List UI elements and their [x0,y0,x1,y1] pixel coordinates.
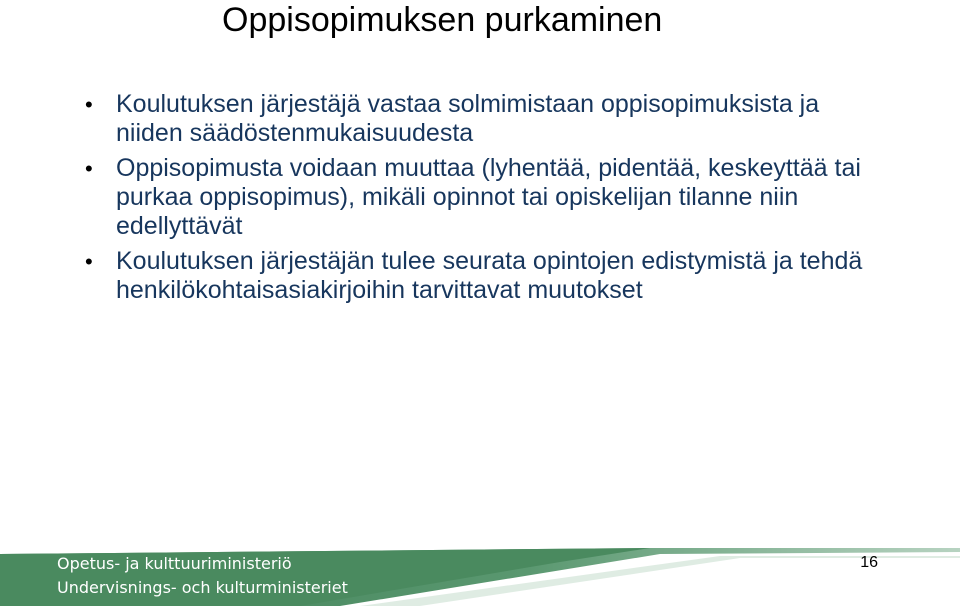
bullet-text: Koulutuksen järjestäjän tulee seurata opintojen edistymistä ja tehdä henkilökohtaisasiakirjoihin tarvittavat muutokset [116,247,863,304]
bullet-list [85,90,885,311]
bullet-icon: • [85,156,93,181]
bullet-icon: • [85,249,93,274]
bullet-icon: • [85,92,93,117]
slide-title: Oppisopimuksen purkaminen [222,1,663,39]
ministry-name-fi: Opetus- ja kulttuuriministeriö [57,554,292,573]
bullet-text: Oppisopimusta voidaan muuttaa (lyhentää, pidentää, keskeyttää tai purkaa oppisopimus), mikäli opinnot tai opiskelijan tilanne niin edellyttävät [116,154,861,240]
bullet-item [85,154,885,241]
ministry-name-sv: Undervisnings- och kulturministeriet [57,578,348,597]
bullet-item [85,90,885,148]
bullet-text: Koulutuksen järjestäjä vastaa solmimistaan oppisopimuksista ja niiden säädöstenmukaisuudesta [116,90,820,147]
bullet-item [85,247,885,305]
page-number: 16 [860,554,878,571]
